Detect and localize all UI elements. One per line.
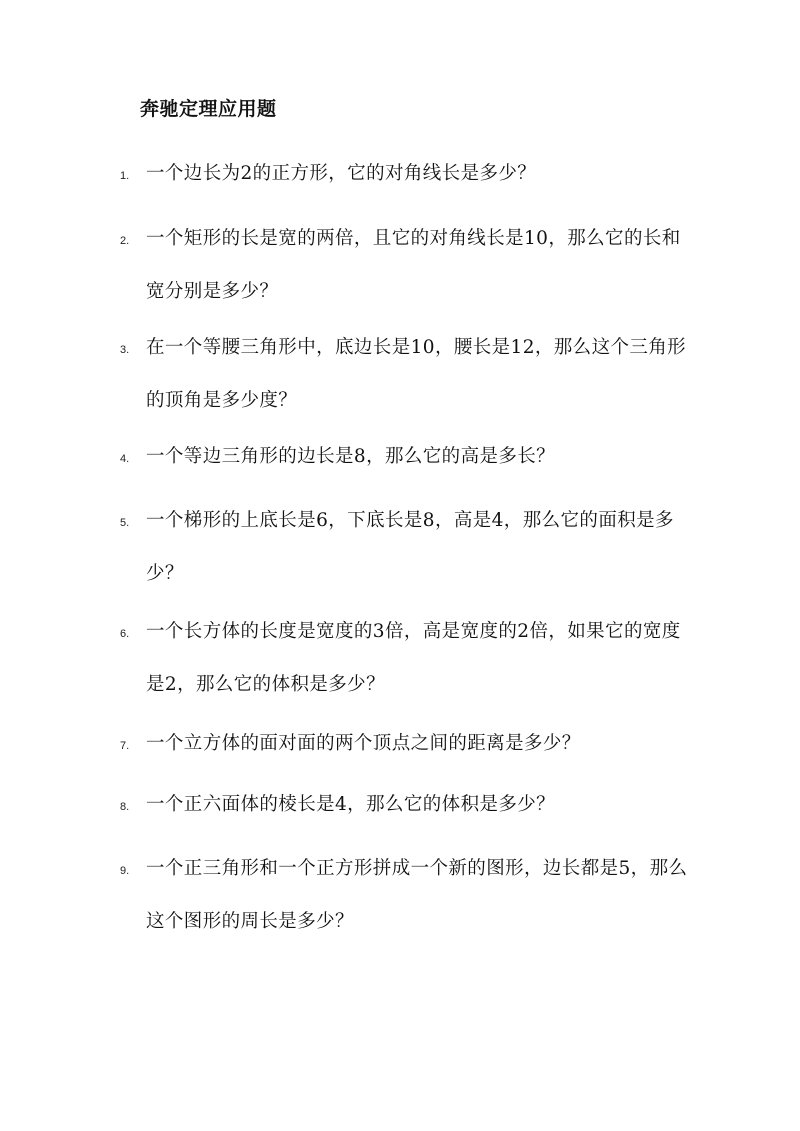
- question-text: 在一个等腰三角形中，底边长是10，腰长是12，那么这个三角形的顶角是多少度？: [146, 337, 687, 411]
- question-number: 3.: [120, 344, 130, 356]
- question-text: 一个等边三角形的边长是8，那么它的高是多长？: [146, 446, 556, 467]
- question-number: 9.: [120, 865, 130, 877]
- question-text: 一个正三角形和一个正方形拼成一个新的图形，边长都是5，那么这个图形的周长是多少？: [146, 858, 688, 932]
- question-text: 一个边长为2的正方形，它的对角线长是多少？: [146, 163, 537, 184]
- question-text: 一个梯形的上底长是6，下底长是8，高是4，那么它的面积是多少？: [146, 510, 674, 584]
- question-text: 一个矩形的长是宽的两倍，且它的对角线长是10，那么它的长和宽分别是多少？: [146, 228, 681, 302]
- question-number: 6.: [120, 628, 130, 640]
- question-number: 7.: [120, 740, 130, 752]
- question-number: 5.: [120, 517, 130, 529]
- question-number: 8.: [120, 801, 130, 813]
- question-number: 4.: [120, 453, 130, 465]
- question-text: 一个正六面体的棱长是4，那么它的体积是多少？: [146, 794, 556, 815]
- question-number: 1.: [120, 170, 130, 182]
- question-number: 2.: [120, 235, 130, 247]
- question-text: 一个立方体的面对面的两个顶点之间的距离是多少？: [146, 733, 581, 754]
- question-text: 一个长方体的长度是宽度的3倍，高是宽度的2倍，如果它的宽度是2，那么它的体积是多少？: [146, 621, 681, 695]
- page-title: 奔驰定理应用题: [140, 98, 277, 120]
